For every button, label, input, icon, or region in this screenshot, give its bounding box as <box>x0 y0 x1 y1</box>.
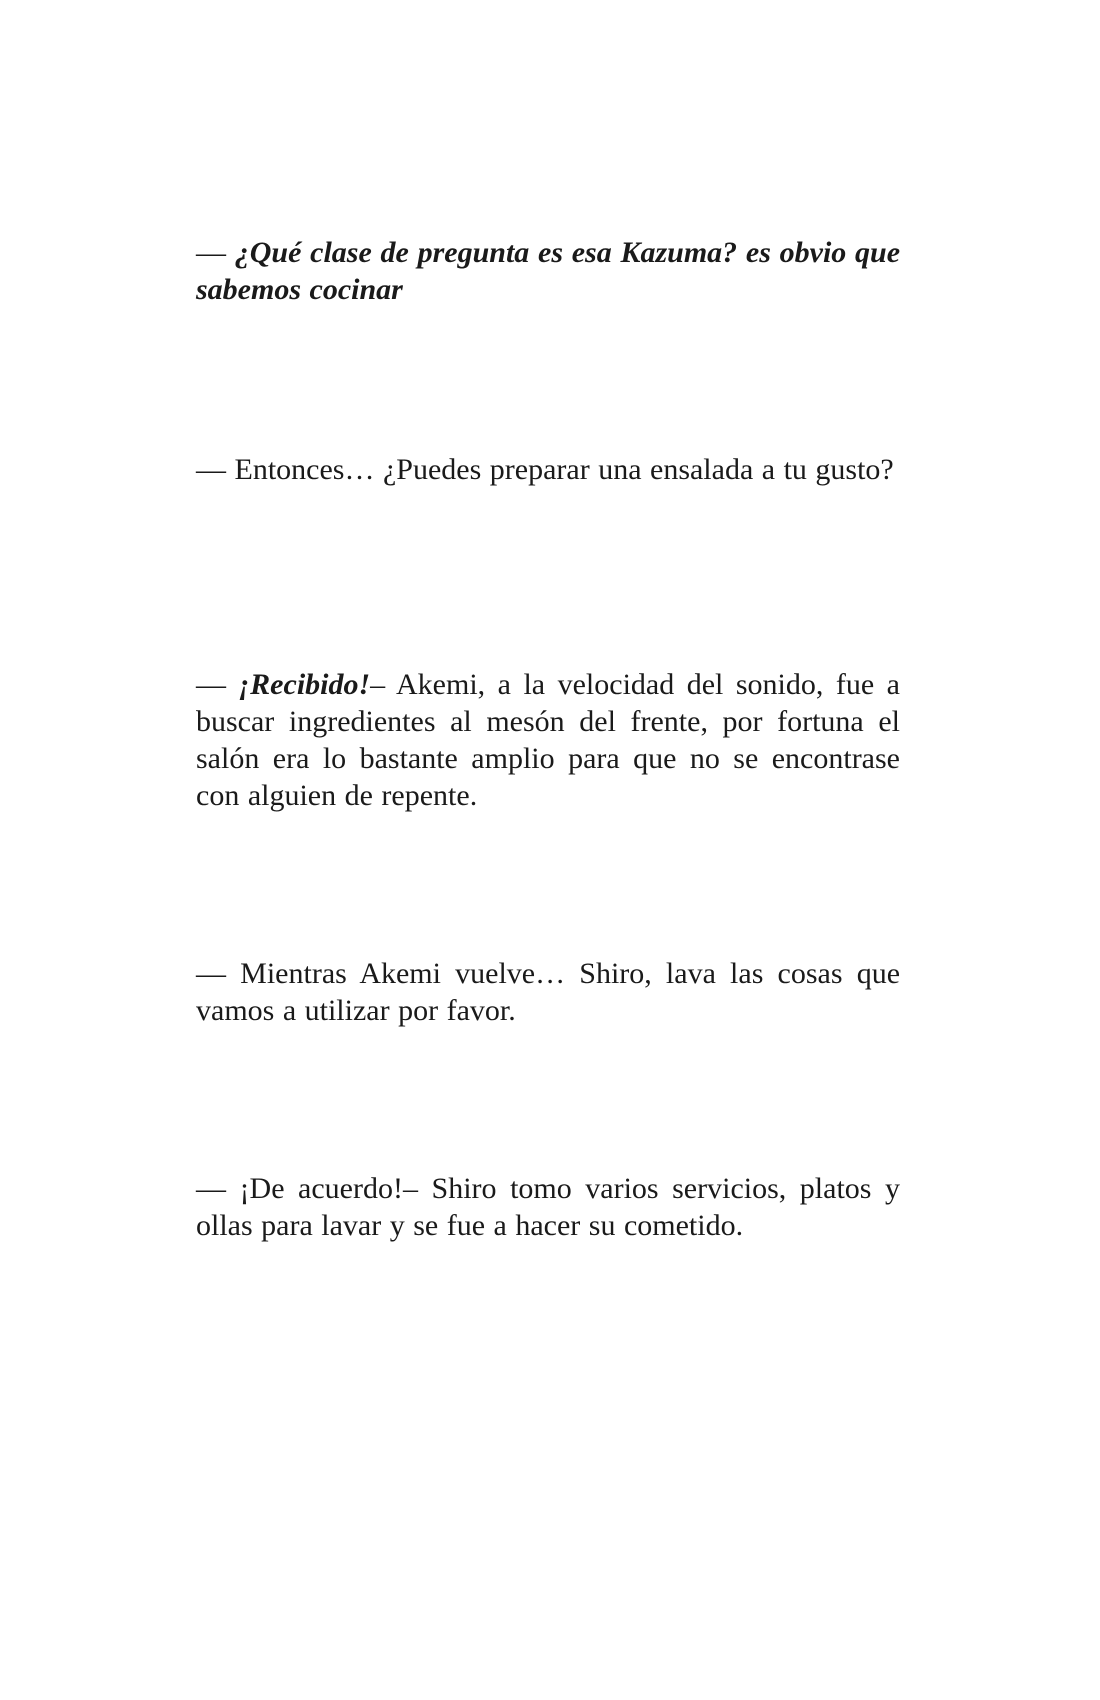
dialogue-paragraph-2 <box>196 451 900 488</box>
dialogue-paragraph-1 <box>196 234 900 308</box>
dialogue-dash: — <box>196 236 235 269</box>
paragraph-text: Entonces… ¿Puedes preparar una ensalada a tu gusto? <box>234 453 894 486</box>
emphasized-speech: ¡Recibido! <box>238 668 371 701</box>
dialogue-dash: — <box>196 668 239 701</box>
dialogue-dash: — <box>196 1172 240 1205</box>
emphasized-speech: ¿Qué clase de pregunta es esa Kazuma? es obvio que sabemos cocinar <box>196 236 901 306</box>
dialogue-paragraph-5 <box>196 1170 900 1244</box>
paragraph-text: Mientras Akemi vuelve… Shiro, lava las cosas que vamos a utilizar por favor. <box>196 957 901 1027</box>
dialogue-paragraph-3 <box>196 666 900 814</box>
paragraph-text: ¡De acuerdo!– Shiro tomo varios servicios, platos y ollas para lavar y se fue a hacer su cometido. <box>196 1172 900 1242</box>
paragraph-text: – Akemi, a la velocidad del sonido, fue a buscar ingredientes al mesón del frente, por fortuna el salón era lo bastante amplio para que no se encontrase con alguien de repente. <box>196 668 901 812</box>
dialogue-dash: — <box>196 453 235 486</box>
dialogue-paragraph-4 <box>196 955 900 1029</box>
dialogue-dash: — <box>196 957 241 990</box>
